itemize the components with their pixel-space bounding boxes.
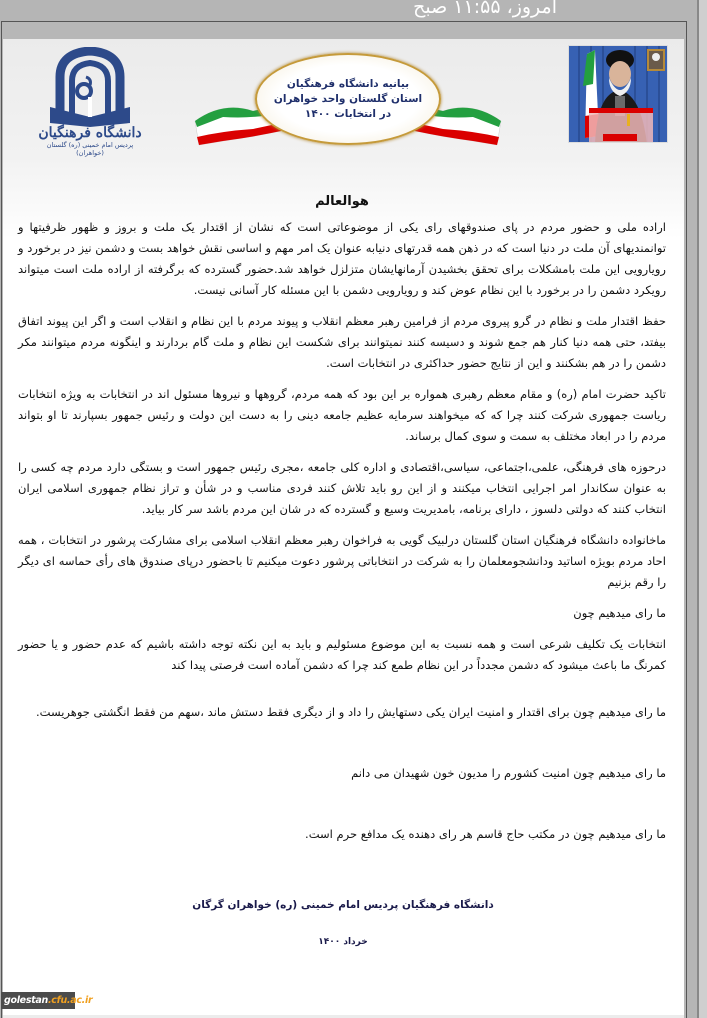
page-edge	[699, 0, 707, 1018]
paragraph: ما رای میدهیم چون	[573, 606, 666, 620]
paragraph: حفظ اقتدار ملت و نظام در گرو پیروی مردم از فرامین رهبر معظم انقلاب و پیوند مردم با این نظام و انقلاب است و اگر این پیوند اتفاق بیفتد، حتی همه دنیا کنار هم جمع شوند و دسیسه کنند نمیتوانند برای شکست این نظام و ملت گام بردارند و اینگونه مردم میتوانند مکر دشمن را در هم بشکنند و این از نتایج حضور حداکثری در انتخابات است.	[18, 314, 666, 370]
banner-line-2: استان گلستان واحد خواهران	[273, 92, 423, 105]
document-body	[18, 191, 666, 855]
signature-date: خرداد ۱۴۰۰	[318, 937, 368, 947]
site-watermark	[1, 992, 93, 1009]
photo-illustration-icon	[569, 46, 668, 143]
logo-subtitle-2: (خواهران)	[76, 149, 104, 157]
document-page	[3, 39, 684, 1018]
title-banner	[193, 51, 503, 151]
paragraph: انتخابات یک تکلیف شرعی است و همه نسبت به این موضوع مسئولیم و باید به این نکته توجه داشته باشیم که عدم حضور و یا حضور کمرنگ ما باعث میشود که دشمن مجدداً در این نظام طمع کند چرا که دشمن آماده است فرصتی پیدا کند	[18, 637, 666, 672]
logo-title: دانشگاه فرهنگیان	[38, 125, 142, 141]
salutation: هوالعالم	[315, 194, 369, 209]
paragraph: ماخانواده دانشگاه فرهنگیان استان گلستان درلبیک گویی به فراخوان رهبر معظم انقلاب اسلامی برای مشارکت پرشور در انتخابات ، همه احاد مردم بویژه اساتید ودانشجومعلمان را به شرکت در انتخاباتی پرشور دعوت میکنیم تا باحضور درپای صندوق های رأی حماسه ای دیگر را رقم بزنیم	[18, 533, 666, 589]
university-logo-icon	[20, 47, 160, 127]
paragraph: اراده ملی و حضور مردم در پای صندوقهای رای یکی از موضوعاتی است که نشان از اقتدار یک ملت و بروز و ظهور ظرفیتها و توانمندیهای آن ملت در دنیا است که در ذهن همه قدرتهای دنیابه عنوان یک امر مهم و اساسی نقش خواهد بست و دشمن نیز در برخورد و رویارویی این ملت بامشکلات برای تحقق بخشیدن آرمانهایشان متزلزل خواهد شد.حضور گسترده که برگرفته از اراده ملت است میتواند رویکرد دشمن را در برخورد با این نظام عوض کند و رویارویی دشمن با این مسئله کار آسانی نیست.	[18, 220, 666, 297]
logo-subtitle: پردیس امام خمینی (ره) گلستان	[46, 141, 134, 149]
watermark-domain: golestan	[4, 995, 48, 1006]
paragraph: درحوزه های فرهنگی، علمی،اجتماعی، سیاسی،اقتصادی و اداره کلی جامعه ،مجری رئیس جمهور است و بستگی دارد مردم چه کسی را به عنوان سکاندار امر اجرایی انتخاب میکنند و از این رو باید تلاش کنند فردی مناسب و در شأن و تراز نظام جمهوری اسلامی ایران انتخاب کنند که دولتی دلسوز ، دارای برنامه، بامدیریت وسیع و گسترده که در شان این مردم باشد سر کار بیاید.	[18, 460, 666, 516]
university-logo	[20, 47, 160, 157]
signature: دانشگاه فرهنگیان پردیس امام خمینی (ره) خواهران گرگان	[192, 899, 494, 911]
paragraph: ما رای میدهیم چون امنیت کشورم را مدیون خون شهیدان می دانم	[351, 766, 666, 780]
paragraph: ما رای میدهیم چون برای اقتدار و امنیت ایران یکی دستهایش را داد و از دیگری فقط دستش ماند ،سهم من فقط انگشتی جوهریست.	[36, 705, 666, 719]
paragraph: ما رای میدهیم چون در مکتب حاج قاسم هر رای دهنده یک مدافع حرم است.	[305, 827, 666, 841]
status-time: امروز، ۱۱:۵۵ صبح	[413, 0, 557, 18]
leader-voting-photo	[568, 45, 668, 143]
watermark-suffix: .cfu.ac.ir	[48, 995, 93, 1006]
logo-caption	[20, 125, 160, 157]
banner-line-1: بیانیه دانشگاه فرهنگیان	[286, 77, 410, 90]
paragraph: تاکید حضرت امام (ره) و مقام معظم رهبری همواره بر این بود که همه مردم، گروهها و نیروها مسئول اند در انتخابات به ویژه انتخابات ریاست جمهوری شرکت کنند چرا که که میخواهند سرمایه عظیم جامعه دینی را به دست این دولت و رئیس جمهور بسپارند تا او بتواند مردم را در ابعاد مختلف به سمت و سوی کمال برساند.	[18, 387, 666, 443]
banner-oval	[255, 53, 441, 145]
banner-line-3: در انتخابات ۱۴۰۰	[304, 107, 392, 120]
